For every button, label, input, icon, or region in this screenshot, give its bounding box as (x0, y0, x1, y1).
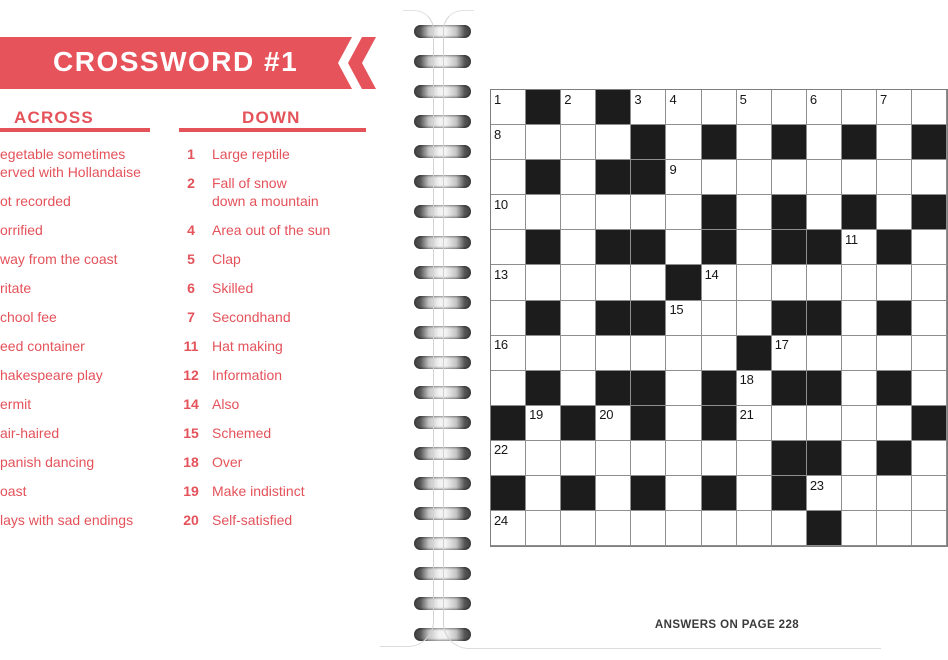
grid-cell[interactable] (807, 90, 842, 125)
grid-cell-black (561, 476, 596, 511)
grid-cell[interactable] (666, 371, 701, 406)
grid-cell-black (596, 160, 631, 195)
grid-cell-black (702, 406, 737, 441)
grid-cell[interactable] (772, 511, 807, 546)
grid-cell[interactable] (807, 195, 842, 230)
grid-cell[interactable] (561, 230, 596, 265)
grid-cell[interactable] (491, 371, 526, 406)
grid-cell-black (737, 336, 772, 371)
down-clue-number: 7 (187, 308, 195, 325)
grid-cell[interactable] (491, 125, 526, 160)
grid-cell[interactable] (737, 195, 772, 230)
grid-cell[interactable] (737, 511, 772, 546)
grid-cell[interactable] (807, 265, 842, 300)
grid-cell[interactable] (912, 160, 947, 195)
down-clue-number: 4 (187, 221, 195, 238)
grid-cell[interactable] (877, 160, 912, 195)
grid-cell-black (631, 406, 666, 441)
down-clue-number: 18 (183, 453, 199, 470)
grid-cell[interactable] (737, 441, 772, 476)
down-clue-number: 19 (183, 482, 199, 499)
grid-cell-number: 19 (529, 407, 543, 423)
grid-cell[interactable] (737, 406, 772, 441)
grid-cell[interactable] (561, 336, 596, 371)
grid-cell-number: 8 (494, 126, 501, 142)
down-clue-number: 1 (187, 146, 195, 162)
grid-cell[interactable] (526, 125, 561, 160)
grid-cell[interactable] (807, 476, 842, 511)
grid-cell-number: 2 (564, 91, 572, 107)
grid-cell-black (807, 301, 842, 336)
down-clue-item (181, 338, 386, 356)
down-clue-number: 14 (183, 395, 199, 412)
grid-cell[interactable] (526, 195, 561, 230)
grid-cell-number: 15 (669, 302, 684, 318)
grid-cell[interactable] (596, 125, 631, 160)
grid-cell-number: 7 (880, 91, 887, 107)
across-clue-item: ritate (0, 279, 32, 296)
grid-cell[interactable] (561, 90, 596, 125)
grid-cell[interactable] (491, 301, 526, 336)
grid-cell[interactable] (561, 441, 596, 476)
grid-cell[interactable] (526, 336, 561, 371)
grid-cell[interactable] (772, 265, 807, 300)
grid-cell[interactable] (491, 336, 526, 371)
down-clue-item (181, 512, 386, 530)
grid-cell[interactable] (596, 336, 631, 371)
across-clue-item: air-haired (0, 424, 60, 441)
down-clue-item (181, 146, 386, 164)
down-clue-item (181, 251, 386, 269)
across-clue-item: ot recorded (0, 192, 71, 209)
down-clue-number: 2 (187, 175, 195, 191)
grid-cell-black (666, 265, 701, 300)
left-page-edge (380, 30, 434, 647)
grid-cell-black (807, 230, 842, 265)
grid-cell-black (631, 160, 666, 195)
grid-cell[interactable] (702, 301, 737, 336)
grid-cell-black (631, 476, 666, 511)
grid-cell[interactable] (737, 301, 772, 336)
grid-cell[interactable] (631, 336, 666, 371)
grid-cell-black (877, 301, 912, 336)
grid-cell-black (702, 195, 737, 230)
grid-cell[interactable] (526, 406, 561, 441)
grid-cell[interactable] (877, 265, 912, 300)
grid-cell[interactable] (737, 476, 772, 511)
down-clue-item (181, 454, 386, 472)
grid-cell[interactable] (666, 406, 701, 441)
across-clue-item: panish dancing (0, 453, 95, 470)
grid-cell[interactable] (842, 230, 877, 265)
left-page-edge-top-curve (403, 10, 434, 45)
grid-cell[interactable] (737, 90, 772, 125)
grid-cell-black (596, 90, 631, 125)
across-clue-item: ermit (0, 395, 32, 412)
grid-cell[interactable] (842, 406, 877, 441)
grid-cell[interactable] (912, 336, 947, 371)
grid-cell-black (912, 406, 947, 441)
grid-cell[interactable] (702, 441, 737, 476)
grid-cell[interactable] (842, 371, 877, 406)
grid-cell-number: 16 (494, 337, 508, 353)
grid-cell-number: 14 (704, 266, 719, 282)
grid-cell[interactable] (491, 230, 526, 265)
grid-cell-black (877, 230, 912, 265)
grid-cell[interactable] (631, 441, 666, 476)
grid-cell-black (772, 476, 807, 511)
grid-cell-number: 22 (494, 442, 508, 458)
grid-cell-black (772, 371, 807, 406)
grid-cell-black (772, 125, 807, 160)
grid-cell[interactable] (666, 230, 701, 265)
grid-cell[interactable] (561, 511, 596, 546)
grid-cell-black (631, 230, 666, 265)
down-clue-text: Skilled (212, 279, 254, 296)
grid-cell-number: 20 (599, 407, 614, 423)
down-clue-number: 20 (183, 511, 199, 528)
grid-cell-black (772, 195, 807, 230)
grid-cell-number: 3 (634, 91, 642, 107)
grid-cell[interactable] (807, 336, 842, 371)
grid-cell[interactable] (666, 301, 701, 336)
grid-cell[interactable] (912, 476, 947, 511)
grid-cell[interactable] (561, 265, 596, 300)
down-clue-text: Large reptile (212, 146, 290, 162)
grid-cell-black (491, 406, 526, 441)
grid-cell[interactable] (912, 301, 947, 336)
down-clue-item (181, 309, 386, 327)
grid-cell[interactable] (631, 90, 666, 125)
grid-cell[interactable] (702, 511, 737, 546)
grid-cell-black (912, 195, 947, 230)
grid-cell-black (912, 125, 947, 160)
grid-cell-number: 5 (739, 91, 747, 107)
grid-cell-black (526, 301, 561, 336)
grid-cell[interactable] (912, 90, 947, 125)
grid-cell[interactable] (842, 160, 877, 195)
grid-cell-number: 17 (774, 337, 789, 353)
down-clue-number: 15 (183, 424, 199, 441)
grid-cell[interactable] (912, 371, 947, 406)
grid-cell-number: 21 (739, 407, 754, 423)
down-clue-text: Secondhand (212, 308, 291, 325)
grid-cell[interactable] (491, 441, 526, 476)
grid-cell[interactable] (596, 195, 631, 230)
down-clue-text: Clap (212, 250, 241, 267)
grid-cell[interactable] (596, 406, 631, 441)
grid-cell[interactable] (666, 195, 701, 230)
grid-cell[interactable] (807, 406, 842, 441)
down-clue-item (181, 396, 386, 414)
down-clue-text: Schemed (212, 424, 272, 441)
answers-note: ANSWERS ON PAGE 228 (654, 619, 800, 631)
grid-cell-black (772, 230, 807, 265)
grid-cell[interactable] (737, 125, 772, 160)
grid-cell-number: 1 (494, 91, 501, 107)
grid-cell[interactable] (912, 441, 947, 476)
grid-cell[interactable] (737, 371, 772, 406)
grid-cell[interactable] (491, 160, 526, 195)
grid-cell-black (526, 160, 561, 195)
grid-cell-black (807, 371, 842, 406)
grid-cell[interactable] (772, 160, 807, 195)
down-clue-number: 6 (187, 279, 195, 296)
down-clue-text: Also (212, 395, 240, 412)
grid-cell[interactable] (666, 511, 701, 546)
down-clue-item (181, 222, 386, 240)
grid-cell[interactable] (491, 195, 526, 230)
grid-cell[interactable] (877, 90, 912, 125)
across-clue-item: eed container (0, 337, 85, 354)
grid-cell-black (702, 125, 737, 160)
page-title: CROSSWORD #1 (53, 46, 299, 77)
right-page-edge-top-curve (443, 10, 474, 45)
grid-cell-black (526, 90, 561, 125)
down-clue-text: Over (212, 453, 243, 470)
grid-cell-black (561, 406, 596, 441)
grid-cell-number: 10 (494, 196, 508, 212)
grid-cell[interactable] (561, 371, 596, 406)
grid-cell[interactable] (737, 265, 772, 300)
grid-cell-black (772, 441, 807, 476)
across-clue-item: hakespeare play (0, 366, 103, 383)
grid-cell[interactable] (772, 90, 807, 125)
grid-cell[interactable] (631, 195, 666, 230)
grid-cell[interactable] (631, 511, 666, 546)
grid-cell[interactable] (561, 301, 596, 336)
grid-cell-number: 24 (494, 512, 508, 528)
grid-cell[interactable] (666, 336, 701, 371)
down-clue-item (181, 175, 386, 210)
down-clue-number: 12 (183, 366, 199, 383)
down-clue-item (181, 425, 386, 443)
grid-cell-black (807, 441, 842, 476)
grid-cell-black (807, 511, 842, 546)
grid-cell-number: 18 (739, 372, 754, 388)
down-clue-text: Hat making (212, 337, 283, 354)
down-clue-item (181, 483, 386, 501)
down-clue-text: Self-satisfied (212, 511, 293, 528)
grid-cell[interactable] (877, 406, 912, 441)
grid-cell-black (877, 371, 912, 406)
down-clue-text: Fall of snow down a mountain (212, 175, 319, 209)
grid-cell[interactable] (596, 265, 631, 300)
grid-cell[interactable] (807, 160, 842, 195)
across-clue-list (0, 146, 178, 541)
grid-cell[interactable] (666, 90, 701, 125)
across-header: ACROSS (14, 108, 94, 127)
grid-cell[interactable] (842, 476, 877, 511)
grid-cell[interactable] (596, 476, 631, 511)
grid-cell[interactable] (702, 265, 737, 300)
grid-cell[interactable] (842, 336, 877, 371)
across-clue-item: egetable sometimes erved with Hollandaise (0, 146, 141, 180)
across-header-rule (0, 128, 150, 132)
grid-cell[interactable] (596, 511, 631, 546)
down-clue-number: 5 (187, 250, 195, 267)
grid-cell[interactable] (807, 125, 842, 160)
grid-cell-black (596, 371, 631, 406)
grid-cell-number: 9 (669, 161, 677, 177)
grid-cell[interactable] (842, 265, 877, 300)
down-clue-text: Information (212, 366, 283, 383)
grid-cell-black (772, 301, 807, 336)
grid-cell-black (491, 476, 526, 511)
grid-cell[interactable] (526, 265, 561, 300)
grid-cell-number: 13 (494, 266, 508, 282)
grid-cell-number: 4 (669, 91, 677, 107)
grid-cell-black (842, 125, 877, 160)
grid-cell-black (596, 301, 631, 336)
grid-cell[interactable] (666, 441, 701, 476)
grid-cell[interactable] (912, 511, 947, 546)
down-clue-number: 11 (183, 337, 199, 354)
grid-cell[interactable] (561, 160, 596, 195)
down-clue-text: Area out of the sun (212, 221, 331, 238)
grid-cell-black (702, 476, 737, 511)
grid-cell[interactable] (912, 230, 947, 265)
across-clue-item: way from the coast (0, 250, 118, 267)
grid-cell[interactable] (842, 301, 877, 336)
grid-cell[interactable] (526, 476, 561, 511)
across-clue-item: oast (0, 482, 27, 499)
grid-cell[interactable] (772, 406, 807, 441)
grid-cell-number: 6 (809, 91, 817, 107)
grid-cell[interactable] (737, 160, 772, 195)
grid-cell[interactable] (631, 265, 666, 300)
grid-cell[interactable] (737, 230, 772, 265)
grid-cell-black (702, 371, 737, 406)
across-clue-item: chool fee (0, 308, 57, 325)
grid-cell-black (877, 441, 912, 476)
grid-cell[interactable] (877, 195, 912, 230)
grid-cell[interactable] (491, 265, 526, 300)
down-clue-item (181, 280, 386, 298)
across-clue-item: lays with sad endings (0, 511, 134, 528)
grid-cell[interactable] (666, 160, 701, 195)
grid-cell-black (842, 195, 877, 230)
grid-cell[interactable] (702, 160, 737, 195)
grid-cell[interactable] (877, 511, 912, 546)
grid-cell-black (631, 301, 666, 336)
grid-cell[interactable] (702, 90, 737, 125)
grid-cell-number: 23 (809, 477, 824, 493)
grid-cell-black (631, 125, 666, 160)
grid-cell[interactable] (842, 90, 877, 125)
grid-cell[interactable] (877, 125, 912, 160)
grid-cell-black (596, 230, 631, 265)
grid-cell-number: 11 (844, 231, 858, 247)
grid-cell-black (526, 371, 561, 406)
crossword-grid (490, 89, 948, 547)
grid-cell-black (702, 230, 737, 265)
grid-cell[interactable] (491, 90, 526, 125)
across-clue-item: orrified (0, 221, 43, 238)
ribbon-chevron-icon (348, 37, 376, 89)
grid-cell[interactable] (561, 195, 596, 230)
grid-cell[interactable] (491, 511, 526, 546)
grid-cell[interactable] (772, 336, 807, 371)
down-header: DOWN (242, 108, 301, 127)
grid-cell[interactable] (561, 125, 596, 160)
down-clue-text: Make indistinct (212, 482, 305, 499)
grid-cell[interactable] (702, 336, 737, 371)
grid-cell[interactable] (877, 476, 912, 511)
down-clue-list (181, 146, 386, 541)
grid-cell[interactable] (666, 125, 701, 160)
grid-cell[interactable] (526, 511, 561, 546)
grid-cell-black (631, 371, 666, 406)
grid-cell[interactable] (877, 336, 912, 371)
grid-cell[interactable] (912, 265, 947, 300)
grid-cell[interactable] (526, 441, 561, 476)
grid-cell[interactable] (842, 441, 877, 476)
grid-cell[interactable] (596, 441, 631, 476)
grid-cell-black (526, 230, 561, 265)
down-clue-item (181, 367, 386, 385)
down-header-rule (179, 128, 366, 132)
grid-cell[interactable] (842, 511, 877, 546)
grid-cell[interactable] (666, 476, 701, 511)
